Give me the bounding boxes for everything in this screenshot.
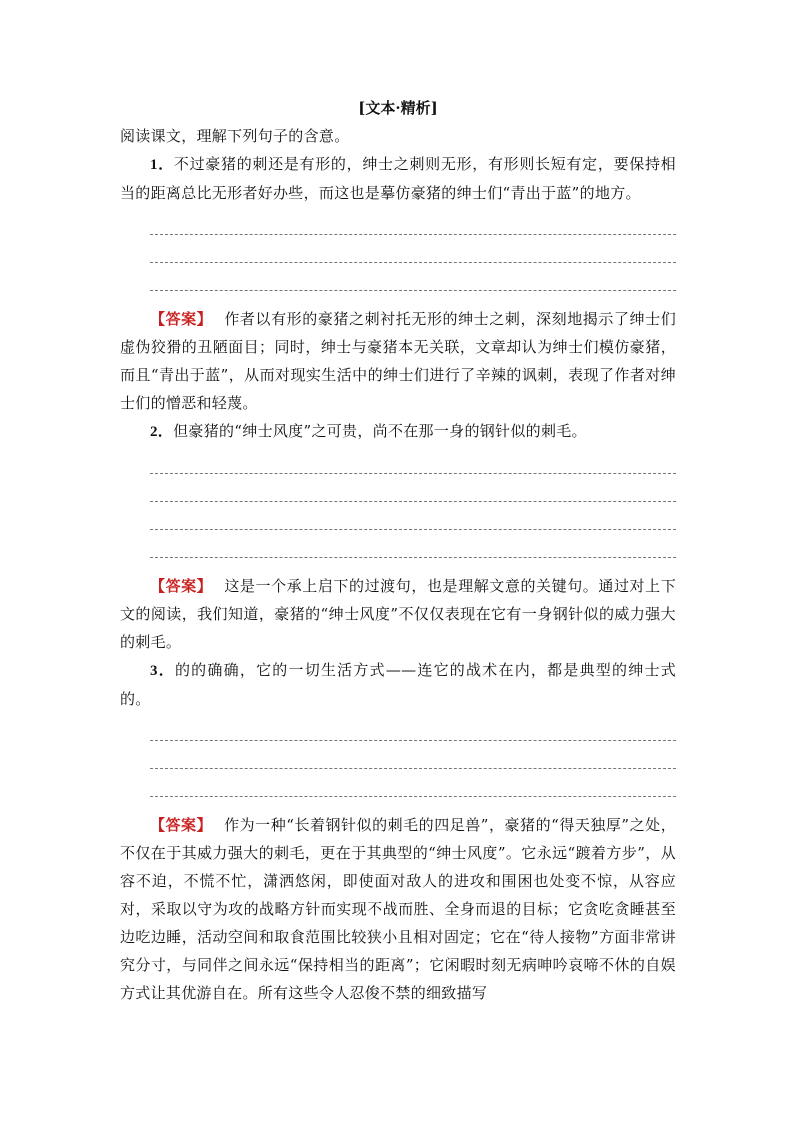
question-number: 3． <box>150 663 175 679</box>
answer-2 <box>120 572 676 656</box>
answer-blank-lines <box>120 207 676 291</box>
document-page <box>120 94 676 1007</box>
question-2 <box>120 417 676 446</box>
answer-text: 作者以有形的豪猪之刺衬托无形的绅士之刺，深刻地揭示了绅士们虚伪狡猾的丑陋面目；同时，绅士与豪猪本无关联，文章却认为绅士们模仿豪猪，而且“青出于蓝”，从而对现实生活中的绅士们进行了辛辣的讽刺，表现了作者对绅士们的憎恶和轻蔑。 <box>120 310 677 412</box>
answer-1 <box>120 305 676 417</box>
answer-text: 这是一个承上启下的过渡句，也是理解文意的关键句。通过对上下文的阅读，我们知道，豪猪的“绅士风度”不仅仅表现在它有一身钢针似的威力强大的刺毛。 <box>120 577 677 651</box>
blank-line[interactable] <box>150 769 676 797</box>
answer-tag: 【答案】 <box>150 816 213 834</box>
answer-blank-lines <box>120 446 676 558</box>
question-1 <box>120 150 676 207</box>
answer-text: 作为一种“长着钢针似的刺毛的四足兽”，豪猪的“得天独厚”之处，不仅在于其威力强大的刺毛，更在于其典型的“绅士风度”。它永远“踱着方步”，从容不迫，不慌不忙，潇洒悠闲，即使面对敌人的进攻和围困也处变不惊，从容应对，采取以守为攻的战略方针而实现不战而胜、全身而退的目标；它贪吃贪睡甚至边吃边睡，活动空间和取食范围比较狭小且相对固定；它在“待人接物”方面非常讲究分寸，与同伴之间永远“保持相当的距离”；它闲暇时刻无病呻吟哀啼不休的自娱方式让其优游自在。所有这些令人忍俊不禁的细致描写 <box>120 816 676 1002</box>
question-text: 但豪猪的“绅士风度”之可贵，尚不在那一身的钢针似的刺毛。 <box>173 422 587 440</box>
question-3 <box>120 656 676 713</box>
blank-line[interactable] <box>150 713 676 741</box>
answer-tag: 【答案】 <box>150 310 213 328</box>
blank-line[interactable] <box>150 474 676 502</box>
blank-line[interactable] <box>150 530 676 558</box>
blank-line[interactable] <box>150 446 676 474</box>
instruction-text: 阅读课文，理解下列句子的含意。 <box>120 127 350 145</box>
blank-line[interactable] <box>150 741 676 769</box>
answer-blank-lines <box>120 713 676 797</box>
blank-line[interactable] <box>150 263 676 291</box>
blank-line[interactable] <box>150 502 676 530</box>
section-title: [文本·精析] <box>358 99 438 117</box>
question-text: 的的确确，它的一切生活方式——连它的战术在内，都是典型的绅士式的。 <box>120 661 676 708</box>
question-text: 不过豪猪的刺还是有形的，绅士之刺则无形，有形则长短有定，要保持相当的距离总比无形者好办些，而这也是摹仿豪猪的绅士们“青出于蓝”的地方。 <box>120 155 676 202</box>
question-number: 2． <box>150 424 174 440</box>
blank-line[interactable] <box>150 207 676 235</box>
question-number: 1． <box>150 157 174 173</box>
answer-3 <box>120 811 676 1007</box>
blank-line[interactable] <box>150 235 676 263</box>
answer-tag: 【答案】 <box>150 577 213 595</box>
